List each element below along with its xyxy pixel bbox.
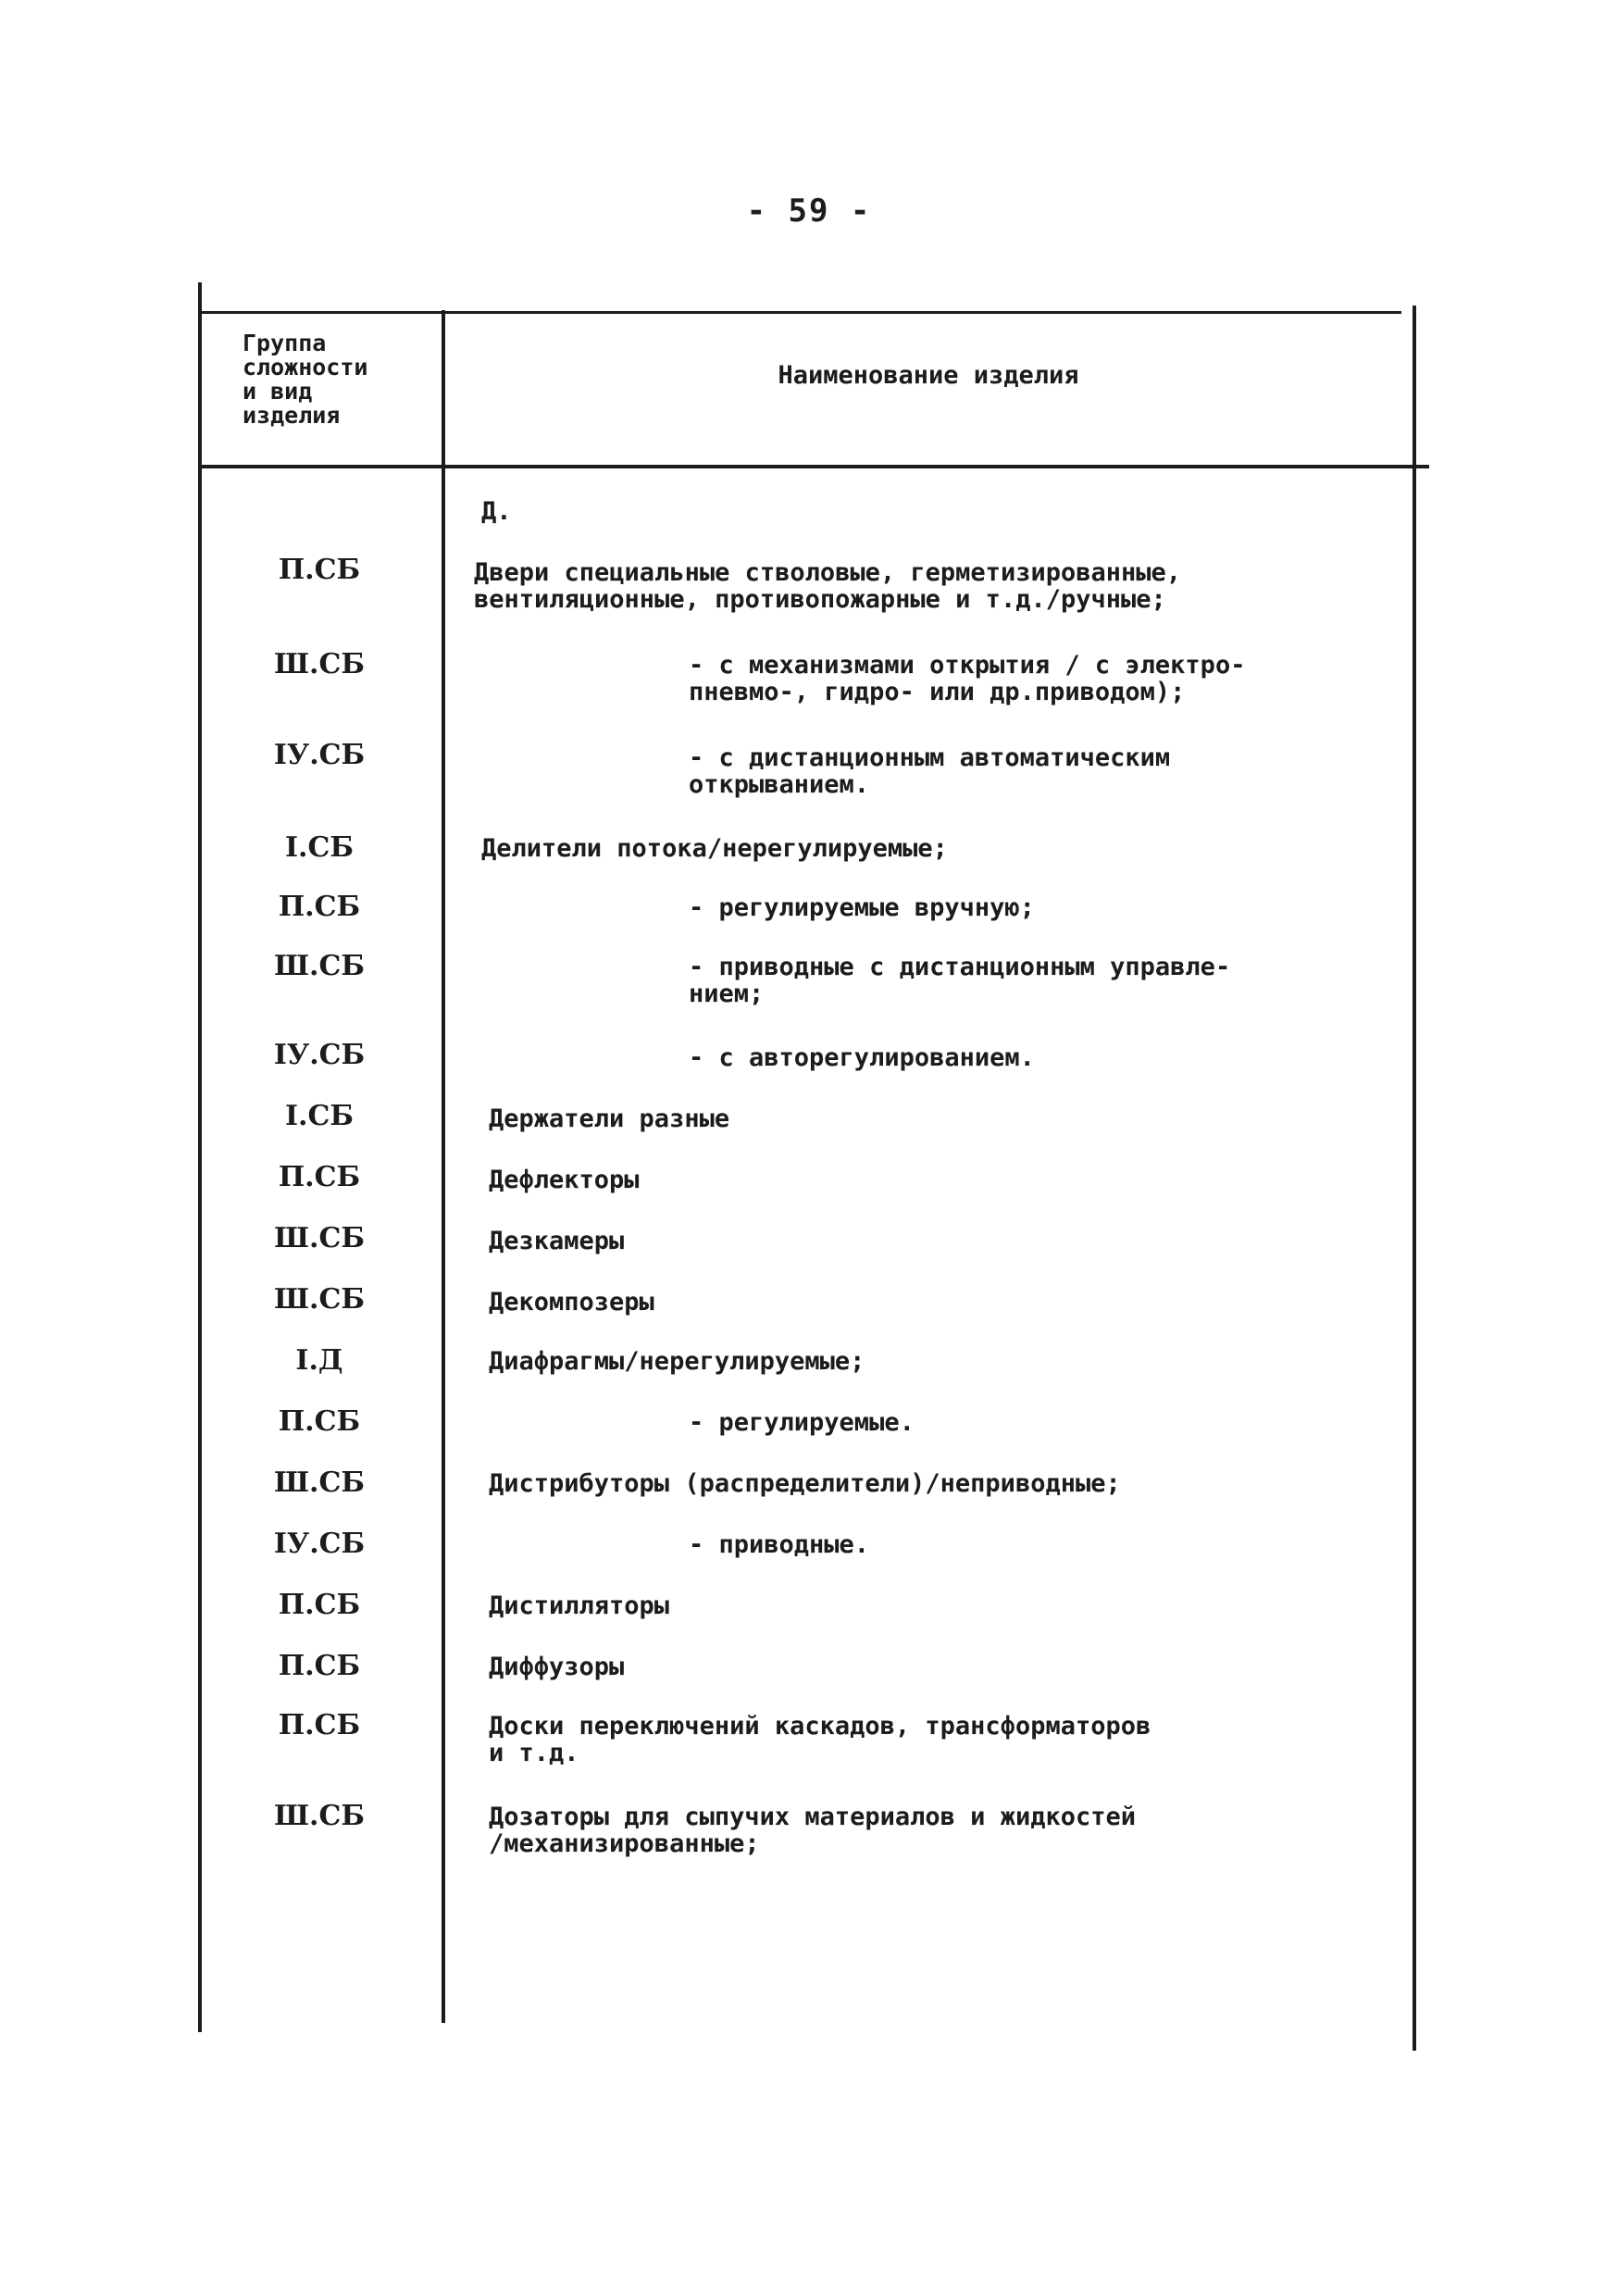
row-name: - регулируемые вручную;	[689, 893, 1035, 922]
row-name: Диффузоры	[489, 1653, 625, 1681]
table-header-divider	[198, 465, 1429, 468]
row-code: IУ.СБ	[273, 1039, 366, 1071]
row-name: Держатели разные	[489, 1104, 730, 1133]
row-name: Дезкамеры	[489, 1227, 625, 1255]
row-name: Доски переключений каскадов, трансформаторов и т.д.	[489, 1712, 1151, 1767]
row-name: - с механизмами открытия / с электро- пневмо-, гидро- или др.приводом);	[689, 651, 1246, 706]
header-complexity-group-label: Группа сложности и вид изделия	[243, 330, 368, 429]
row-name: - с дистанционным автоматическим открыванием.	[689, 743, 1171, 799]
row-name: Делители потока/нерегулируемые;	[481, 834, 948, 863]
row-name: Диафрагмы/нерегулируемые;	[489, 1347, 865, 1376]
table-right-border	[1413, 306, 1416, 2051]
row-name: - приводные с дистанционным управле- нием;	[689, 953, 1231, 1008]
table-column-divider	[442, 310, 445, 2023]
row-code: I.СБ	[285, 831, 354, 864]
row-code: IУ.СБ	[273, 1528, 366, 1560]
row-code: Ш.СБ	[274, 1800, 365, 1832]
header-product-name: Наименование изделия	[778, 361, 1079, 390]
row-name: - с авторегулированием.	[689, 1043, 1035, 1072]
row-name: Дистилляторы	[489, 1591, 670, 1620]
row-code: Ш.СБ	[274, 1222, 365, 1254]
row-name: Декомпозеры	[489, 1288, 654, 1316]
row-code: IУ.СБ	[273, 739, 366, 771]
row-code: Ш.СБ	[274, 1466, 365, 1499]
row-code: Ш.СБ	[274, 648, 365, 680]
row-code: П.СБ	[278, 891, 361, 923]
row-code: Ш.СБ	[274, 1283, 365, 1316]
row-code: П.СБ	[278, 1709, 361, 1741]
row-code: П.СБ	[278, 1589, 361, 1621]
row-name: Двери специальные стволовые, герметизированные, вентиляционные, противопожарные и т.д./ручные;	[474, 558, 1182, 614]
row-name: Дозаторы для сыпучих материалов и жидкостей /механизированные;	[489, 1803, 1136, 1858]
table-top-border	[198, 311, 1401, 314]
row-code: П.СБ	[278, 1405, 361, 1438]
row-code: П.СБ	[278, 1650, 361, 1682]
row-code: I.Д	[295, 1344, 343, 1377]
row-code: П.СБ	[278, 554, 361, 586]
row-name: Дефлекторы	[489, 1166, 640, 1194]
row-name: Дистрибуторы (распределители)/неприводные;	[489, 1469, 1121, 1498]
row-code: П.СБ	[278, 1161, 361, 1193]
row-code: Ш.СБ	[274, 950, 365, 982]
table-left-border	[198, 282, 202, 2032]
row-name: - регулируемые.	[689, 1408, 915, 1437]
row-code: I.СБ	[285, 1100, 354, 1132]
section-letter: Д.	[481, 497, 512, 526]
row-name: - приводные.	[689, 1530, 870, 1559]
header-complexity-group	[243, 331, 428, 428]
page-number: - 59 -	[746, 193, 872, 230]
